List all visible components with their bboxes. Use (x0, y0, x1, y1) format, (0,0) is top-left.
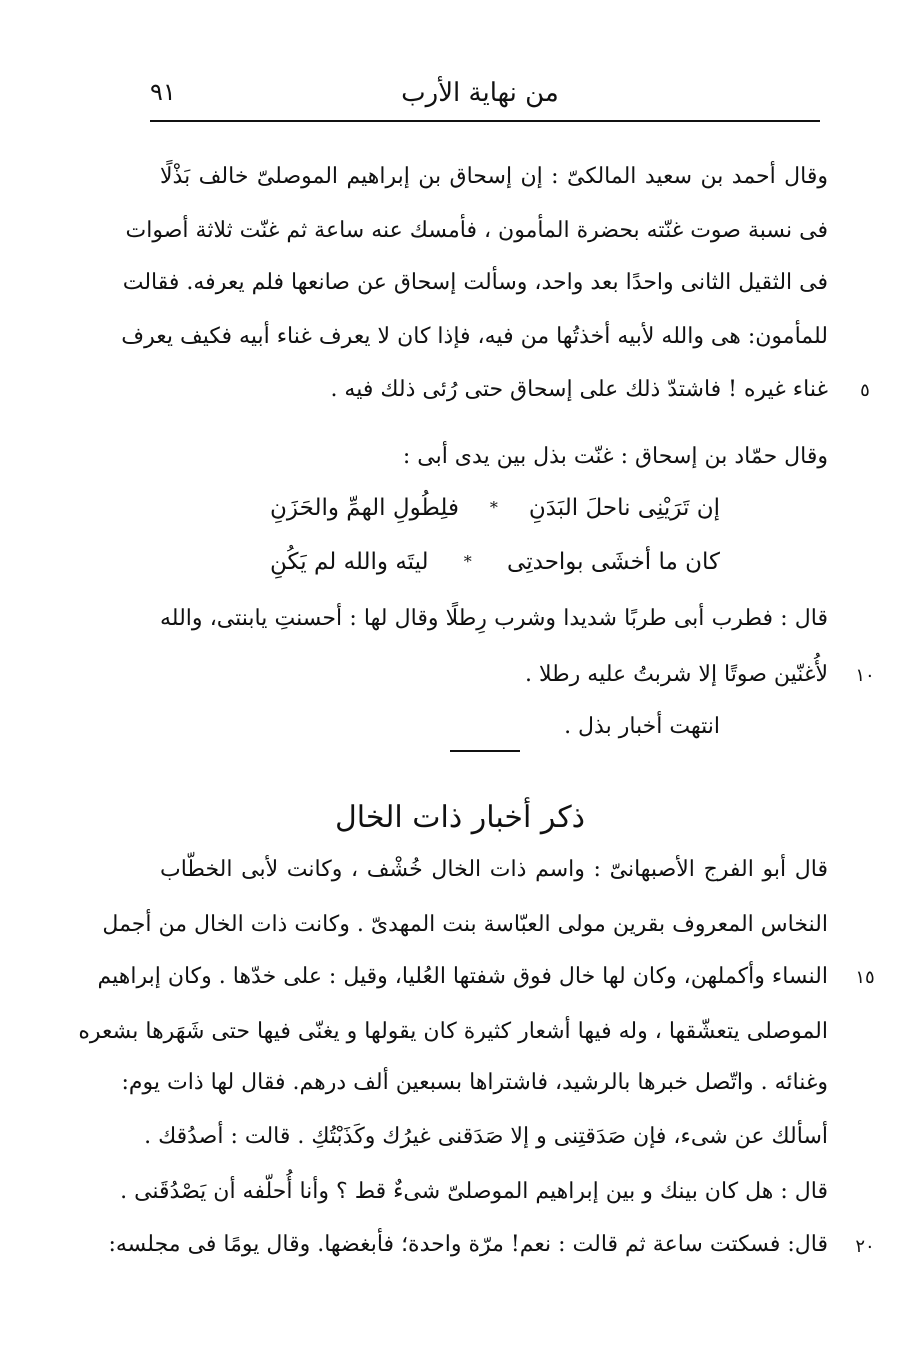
closing-line: انتهت أخبار بذل . (564, 714, 720, 739)
paragraph-line: فى نسبة صوت غنّته بحضرة المأمون ، فأمسك عنه ساعة ثم غنّت ثلاثة أصوات (125, 218, 828, 243)
paragraph-line: وقال أحمد بن سعيد المالكىّ : إن إسحاق بن إبراهيم الموصلىّ خالف بَذْلًا (160, 164, 828, 189)
verse-separator: * (489, 498, 498, 517)
paragraph-line: النخاس المعروف بقرين مولى العبّاسة بنت المهدىّ . وكانت ذات الخال من أجمل (102, 912, 828, 937)
line-number-margin: ٥ (860, 380, 870, 401)
section-heading: ذكر أخبار ذات الخال (334, 800, 586, 835)
paragraph-line: أسألك عن شىء، فإن صَدَقتِنى و إلا صَدَقنى غيرُك وكَذَبْتُكِ . قالت : أصدُقك . (144, 1124, 828, 1149)
paragraph-line: غناء غيره ! فاشتدّ ذلك على إسحاق حتى رُئى ذلك فيه . (330, 377, 828, 402)
verse-hemistich-first: إن تَرَيْنِى ناحلَ البَدَنِ (528, 495, 720, 521)
verse-hemistich-second: فلِطُولِ الهمِّ والحَزَنِ (270, 495, 459, 521)
running-header-title: من نهاية الأرب (401, 78, 559, 108)
verse-separator: * (463, 552, 472, 571)
paragraph-line: وقال حمّاد بن إسحاق : غنّت بذل بين يدى أبى : (402, 444, 828, 469)
verse-line (270, 546, 720, 578)
line-number-margin: ٢٠ (855, 1236, 875, 1257)
paragraph-line: وغنائه . واتّصل خبرها بالرشيد، فاشتراها بسبعين ألف درهم. فقال لها ذات يوم: (121, 1070, 828, 1095)
verse-hemistich-first: كان ما أخشَى بواحدتِى (507, 549, 720, 575)
page-number: ٩١ (150, 78, 176, 106)
paragraph-line: قال: فسكتت ساعة ثم قالت : نعم! مرّة واحدة؛ فأبغضها. وقال يومًا فى مجلسه: (108, 1232, 828, 1257)
verse-hemistich-second: ليتَه والله لم يَكُنِ (270, 549, 429, 575)
paragraph-line: قال أبو الفرج الأصبهانىّ : واسم ذات الخال خُشْف ، وكانت لأبى الخطّاب (160, 857, 828, 882)
paragraph-line: الموصلى يتعشّقها ، وله فيها أشعار كثيرة كان يقولها و يغنّى فيها حتى شَهَرها بشعره (78, 1019, 828, 1044)
paragraph-line: للمأمون: هى والله لأبيه أخذتُها من فيه، فإذا كان لا يعرف غناء أبيه فكيف يعرف (121, 324, 828, 349)
paragraph-line: لأُغنّين صوتًا إلا شربتُ عليه رطلا . (525, 662, 828, 687)
section-divider (450, 750, 520, 752)
line-number-margin: ١٥ (855, 967, 875, 988)
paragraph-line: النساء وأكملهن، وكان لها خال فوق شفتها العُليا، وقيل : على خدّها . وكان إبراهيم (97, 964, 828, 989)
line-number-margin: ١٠ (855, 665, 875, 686)
paragraph-line: فى الثقيل الثانى واحدًا بعد واحد، وسألت إسحاق عن صانعها فلم يعرفه. فقالت (122, 270, 828, 295)
paragraph-line: قال : فطرب أبى طربًا شديدا وشرب رِطلًا وقال لها : أحسنتِ يابنتى، والله (160, 606, 828, 631)
header-rule (150, 120, 820, 122)
verse-line (270, 492, 720, 524)
paragraph-line: قال : هل كان بينك و بين إبراهيم الموصلىّ شىءٌ قط ؟ وأنا أُحلّفه أن يَصْدُقَنى . (120, 1179, 828, 1204)
